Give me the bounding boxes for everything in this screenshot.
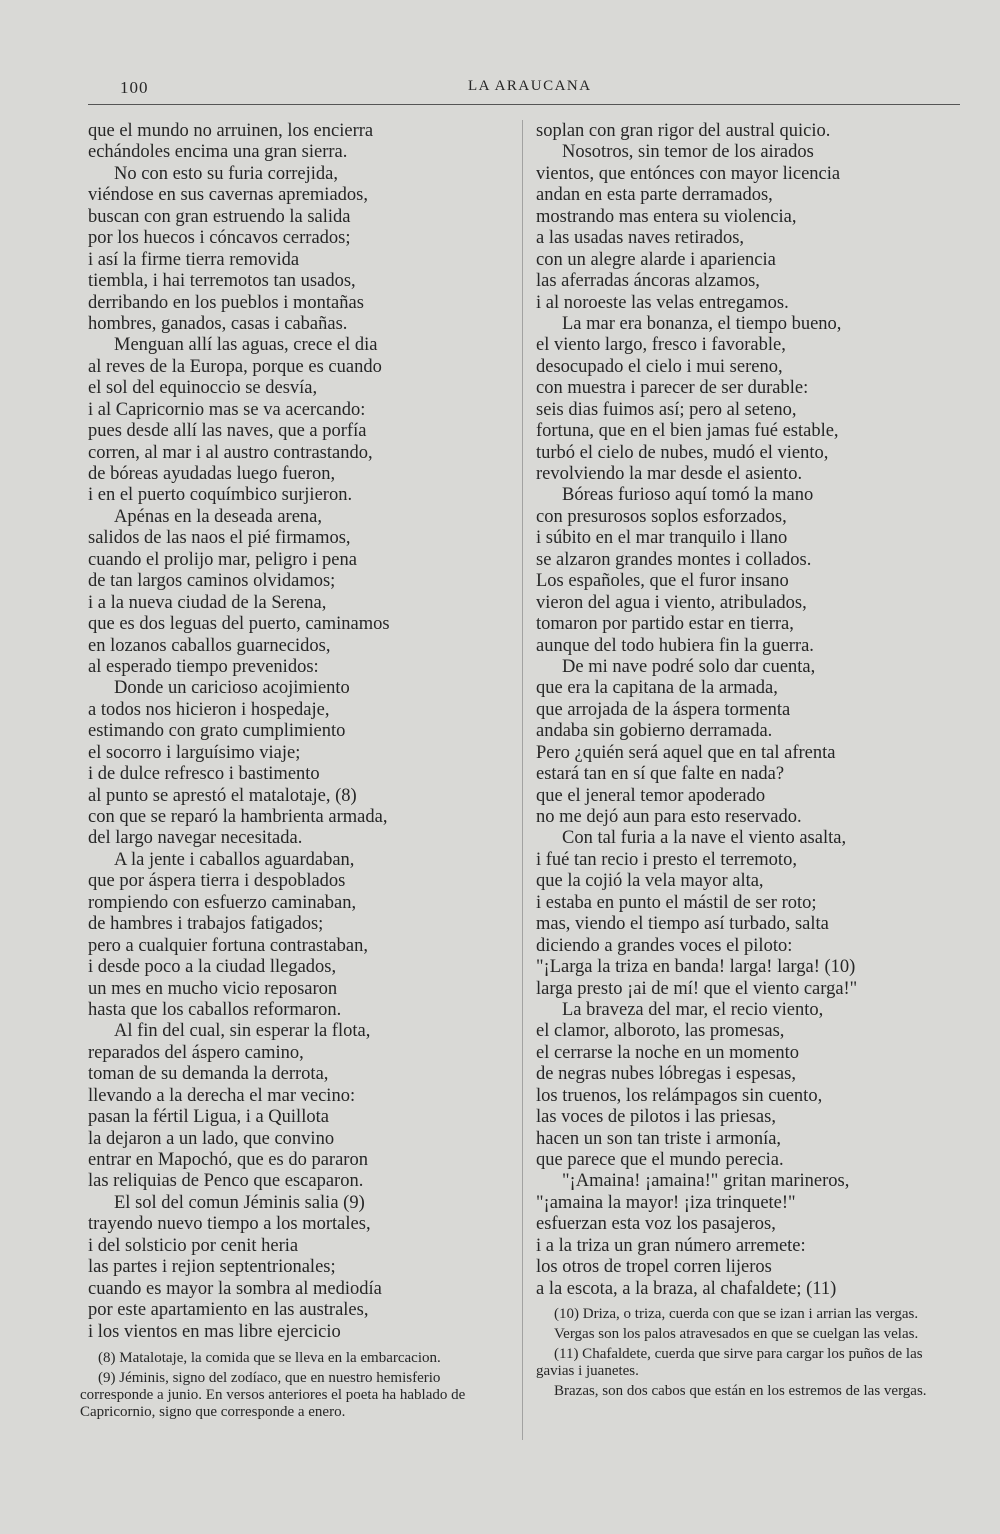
verse-line: echándoles encima una gran sierra.	[88, 142, 348, 163]
verse-line: Nosotros, sin temor de los airados	[562, 142, 814, 163]
verse-line: al reves de la Europa, porque es cuando	[88, 356, 382, 377]
footnote: (8) Matalotaje, la comida que se lleva en la embarcacion.	[98, 1350, 441, 1366]
verse-line: a las usadas naves retirados,	[536, 228, 745, 249]
footnote: (11) Chafaldete, cuerda que sirve para cargar los puños de las gavias i juanetes.	[536, 1346, 923, 1379]
verse-line: llevando a la derecha el mar vecino:	[88, 1085, 356, 1106]
verse-line: Pero ¿quién será aquel que en tal afrenta	[536, 742, 836, 763]
verse-line: hombres, ganados, casas i cabañas.	[88, 313, 348, 334]
verse-line: de bóreas ayudadas luego fueron,	[88, 464, 336, 484]
verse-line: No con esto su furia correjida,	[114, 163, 338, 184]
verse-line: derribando en los pueblos i montañas	[88, 292, 364, 313]
verse-line: salidos de las naos el pié firmamos,	[88, 528, 351, 549]
verse-line: con presurosos soplos esforzados,	[536, 506, 787, 527]
verse-line: soplan con gran rigor del austral quicio.	[536, 121, 831, 141]
verse-line: que el jeneral temor apoderado	[536, 785, 766, 806]
verse-line: tomaron por partido estar en tierra,	[536, 614, 794, 635]
verse-line: los truenos, los relámpagos sin cuento,	[536, 1085, 823, 1106]
verse-line: hacen un son tan triste i armonía,	[536, 1128, 782, 1149]
verse-line: Con tal furia a la nave el viento asalta,	[562, 828, 847, 849]
verse-line: se alzaron grandes montes i collados.	[536, 549, 812, 570]
verse-line: i desde poco a la ciudad llegados,	[88, 957, 337, 978]
footnotes-right	[536, 1306, 962, 1403]
verse-line: a todos nos hicieron i hospedaje,	[88, 699, 330, 720]
verse-line: i fué tan recio i presto el terremoto,	[536, 849, 797, 870]
verse-line: vientos, que entónces con mayor licencia	[536, 163, 841, 184]
verse-line: i en el puerto coquímbico surjieron.	[88, 485, 353, 506]
verse-line: i al noroeste las velas entregamos.	[536, 292, 789, 313]
column-divider	[522, 120, 523, 1440]
verse-line: revolviendo la mar desde el asiento.	[536, 464, 803, 484]
verse-line: cuando el prolijo mar, peligro i pena	[88, 549, 357, 570]
verse-line: con que se reparó la hambrienta armada,	[88, 807, 388, 827]
verse-line: i al Capricornio mas se va acercando:	[88, 399, 366, 420]
verse-line: mas, viendo el tiempo así turbado, salta	[536, 914, 829, 935]
verse-line: estará tan en sí que falte en nada?	[536, 764, 785, 785]
right-column	[536, 121, 966, 1300]
verse-line: vieron del agua i viento, atribulados,	[536, 592, 807, 613]
verse-line: i del solsticio por cenit heria	[88, 1235, 299, 1256]
verse-line: Apénas en la deseada arena,	[114, 506, 323, 527]
verse-line: no me dejó aun para esto reservado.	[536, 807, 802, 827]
verse-line: El sol del comun Jéminis salia (9)	[114, 1192, 365, 1213]
verse-line: de tan largos caminos olvidamos;	[88, 571, 336, 592]
verse-line: "¡amaina la mayor! ¡iza trinquete!"	[536, 1192, 796, 1213]
verse-line: De mi nave podré solo dar cuenta,	[562, 656, 816, 677]
verse-line: al esperado tiempo prevenidos:	[88, 656, 319, 677]
left-column	[88, 121, 516, 1343]
verse-line: diciendo a grandes voces el piloto:	[536, 935, 793, 956]
header-rule	[88, 104, 960, 105]
footnote: Vergas son los palos atravesados en que se cuelgan las velas.	[554, 1326, 919, 1342]
verse-line: turbó el cielo de nubes, mudó el viento,	[536, 442, 829, 463]
page-number: 100	[120, 78, 149, 97]
verse-line: por los huecos i cóncavos cerrados;	[88, 228, 351, 249]
verse-line: Bóreas furioso aquí tomó la mano	[562, 485, 814, 506]
running-title: LA ARAUCANA	[468, 78, 592, 94]
verse-line: toman de su demanda la derrota,	[88, 1064, 329, 1085]
verse-line: que es dos leguas del puerto, caminamos	[88, 614, 390, 635]
verse-line: que el mundo no arruinen, los encierra	[88, 121, 374, 141]
verse-line: estimando con grato cumplimiento	[88, 721, 346, 742]
verse-line: viéndose en sus cavernas apremiados,	[88, 185, 368, 206]
verse-line: andan en esta parte derramados,	[536, 185, 773, 206]
verse-line: la dejaron a un lado, que convino	[88, 1128, 335, 1149]
verse-line: seis dias fuimos así; pero al seteno,	[536, 399, 797, 420]
verse-line: A la jente i caballos aguardaban,	[114, 849, 355, 870]
verse-line: i así la firme tierra removida	[88, 249, 300, 270]
verse-line: al punto se aprestó el matalotaje, (8)	[88, 785, 357, 806]
verse-line: las aferradas áncoras alzamos,	[536, 271, 760, 292]
verse-line: La braveza del mar, el recio viento,	[562, 999, 824, 1020]
verse-line: que por áspera tierra i despoblados	[88, 871, 346, 892]
verse-line: "¡Larga la triza en banda! larga! larga! (10)	[536, 957, 856, 978]
footnote: Brazas, son dos cabos que están en los estremos de las vergas.	[554, 1383, 927, 1399]
verse-line: el sol del equinoccio se desvía,	[88, 378, 318, 399]
footnote: (10) Driza, o triza, cuerda con que se izan i arrian las vergas.	[554, 1306, 919, 1322]
verse-line: que la cojió la vela mayor alta,	[536, 871, 764, 892]
verse-line: buscan con gran estruendo la salida	[88, 206, 351, 227]
footnotes-left	[80, 1350, 516, 1424]
verse-line: desocupado el cielo i mui sereno,	[536, 356, 783, 377]
verse-line: que era la capitana de la armada,	[536, 678, 778, 699]
footnote: (9) Jéminis, signo del zodíaco, que en nuestro hemisferio corresponde a junio. En versos anteriores el poeta ha hablado de Capricornio, signo que corresponde a enero.	[80, 1370, 466, 1420]
verse-line: larga presto ¡ai de mí! que el viento carga!"	[536, 978, 858, 999]
verse-line: i los vientos en mas libre ejercicio	[88, 1321, 341, 1342]
verse-line: La mar era bonanza, el tiempo bueno,	[562, 313, 842, 334]
verse-line: un mes en mucho vicio reposaron	[88, 978, 338, 999]
verse-line: corren, al mar i al austro contrastando,	[88, 442, 373, 463]
verse-line: hasta que los caballos reformaron.	[88, 999, 342, 1020]
verse-line: i súbito en el mar tranquilo i llano	[536, 528, 788, 549]
verse-line: entrar en Mapochó, que es do pararon	[88, 1150, 368, 1170]
verse-line: las reliquias de Penco que escaparon.	[88, 1171, 364, 1192]
verse-line: las partes i rejion septentrionales;	[88, 1257, 336, 1278]
verse-line: las voces de pilotos i las priesas,	[536, 1107, 776, 1128]
verse-line: rompiendo con esfuerzo caminaban,	[88, 892, 357, 913]
verse-line: el socorro i larguísimo viaje;	[88, 742, 301, 763]
verse-line: cuando es mayor la sombra al mediodía	[88, 1278, 382, 1299]
verse-line: por este apartamiento en las australes,	[88, 1300, 369, 1321]
verse-line: "¡Amaina! ¡amaina!" gritan marineros,	[562, 1171, 850, 1192]
verse-line: Menguan allí las aguas, crece el dia	[114, 335, 378, 356]
verse-line: Los españoles, que el furor insano	[536, 571, 789, 592]
verse-line: i a la triza un gran número arremete:	[536, 1235, 806, 1256]
verse-line: Al fin del cual, sin esperar la flota,	[114, 1021, 371, 1042]
verse-line: a la escota, a la braza, al chafaldete; (11)	[536, 1278, 837, 1299]
verse-line: andaba sin gobierno derramada.	[536, 721, 773, 742]
verse-line: los otros de tropel corren lijeros	[536, 1257, 772, 1278]
verse-line: pasan la fértil Ligua, i a Quillota	[88, 1107, 329, 1128]
verse-line: aunque del todo hubiera fin la guerra.	[536, 635, 814, 656]
verse-line: Donde un caricioso acojimiento	[114, 678, 350, 699]
verse-line: esfuerzan esta voz los pasajeros,	[536, 1214, 776, 1235]
verse-line: trayendo nuevo tiempo a los mortales,	[88, 1214, 371, 1235]
verse-line: pues desde allí las naves, que a porfía	[88, 421, 367, 442]
verse-line: de hambres i trabajos fatigados;	[88, 914, 324, 935]
verse-line: que arrojada de la áspera tormenta	[536, 699, 791, 720]
verse-line: el viento largo, fresco i favorable,	[536, 335, 786, 356]
verse-line: con muestra i parecer de ser durable:	[536, 378, 809, 399]
verse-line: i de dulce refresco i bastimento	[88, 764, 320, 785]
verse-line: mostrando mas entera su violencia,	[536, 206, 797, 227]
verse-line: i a la nueva ciudad de la Serena,	[88, 592, 327, 613]
verse-line: que parece que el mundo perecia.	[536, 1150, 784, 1170]
verse-line: del largo navegar necesitada.	[88, 828, 303, 849]
verse-line: reparados del áspero camino,	[88, 1042, 304, 1063]
verse-line: pero a cualquier fortuna contrastaban,	[88, 935, 368, 956]
page-header	[0, 74, 1000, 104]
verse-line: en lozanos caballos guarnecidos,	[88, 635, 331, 656]
verse-line: tiembla, i hai terremotos tan usados,	[88, 271, 356, 292]
verse-line: fortuna, que en el bien jamas fué estable,	[536, 421, 839, 442]
verse-line: de negras nubes lóbregas i espesas,	[536, 1064, 796, 1085]
verse-line: el cerrarse la noche en un momento	[536, 1042, 799, 1063]
verse-line: con un alegre alarde i apariencia	[536, 249, 776, 270]
verse-line: i estaba en punto el mástil de ser roto;	[536, 892, 817, 913]
verse-line: el clamor, alboroto, las promesas,	[536, 1021, 785, 1042]
